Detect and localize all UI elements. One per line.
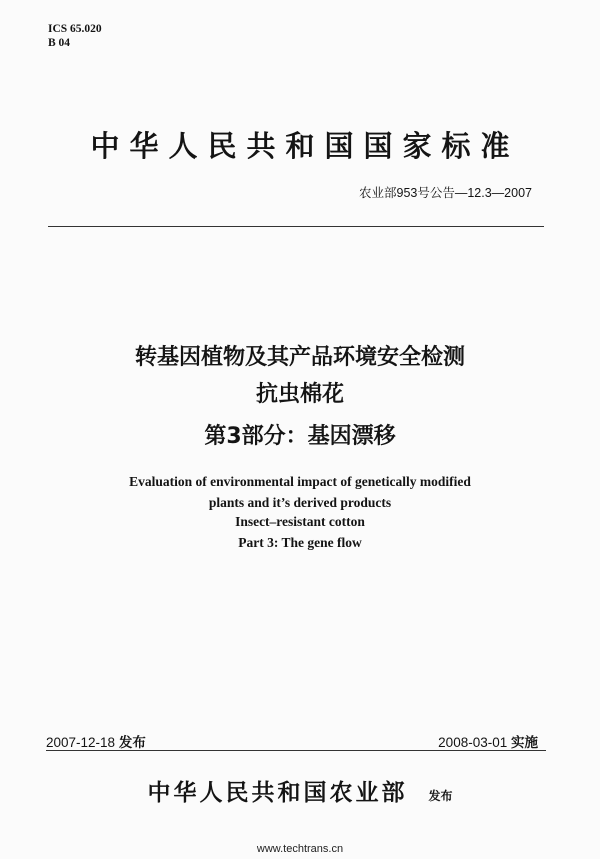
issue-label: 发布: [118, 735, 146, 751]
title-cn-line2: 抗虫棉花: [255, 382, 344, 407]
header-divider: [48, 226, 544, 227]
issuer-org: 中华人民共和国农业部: [147, 780, 408, 806]
title-en-line4: Part 3: The gene flow: [238, 535, 362, 550]
footer-url: www.techtrans.cn: [256, 843, 344, 855]
document-number: 农业部953号公告—12.3—2007: [359, 186, 532, 200]
title-cn-line3: 第3部分：基因漂移: [204, 424, 396, 449]
issue-date-block: [46, 731, 146, 751]
title-en-line2: plants and it’s derived products: [208, 495, 392, 510]
ccs-code: B 04: [48, 37, 71, 49]
standard-type-heading: 中华人民共和国国家标准: [90, 129, 520, 163]
implementation-date: 2008-03-01: [438, 735, 508, 750]
implementation-date-block: [438, 731, 538, 751]
issuer-block: [0, 774, 600, 807]
title-en-line3: Insect–resistant cotton: [235, 514, 365, 529]
issuer-label: 发布: [428, 789, 453, 803]
implementation-label: 实施: [511, 735, 538, 751]
issue-date: 2007-12-18: [46, 735, 116, 750]
ics-code: ICS 65.020: [48, 23, 102, 35]
classification-block: [48, 22, 102, 50]
title-cn-line1: 转基因植物及其产品环境安全检测: [134, 345, 465, 370]
title-en-line1: Evaluation of environmental impact of genetically modified: [129, 474, 471, 489]
footer-divider: [46, 750, 546, 751]
